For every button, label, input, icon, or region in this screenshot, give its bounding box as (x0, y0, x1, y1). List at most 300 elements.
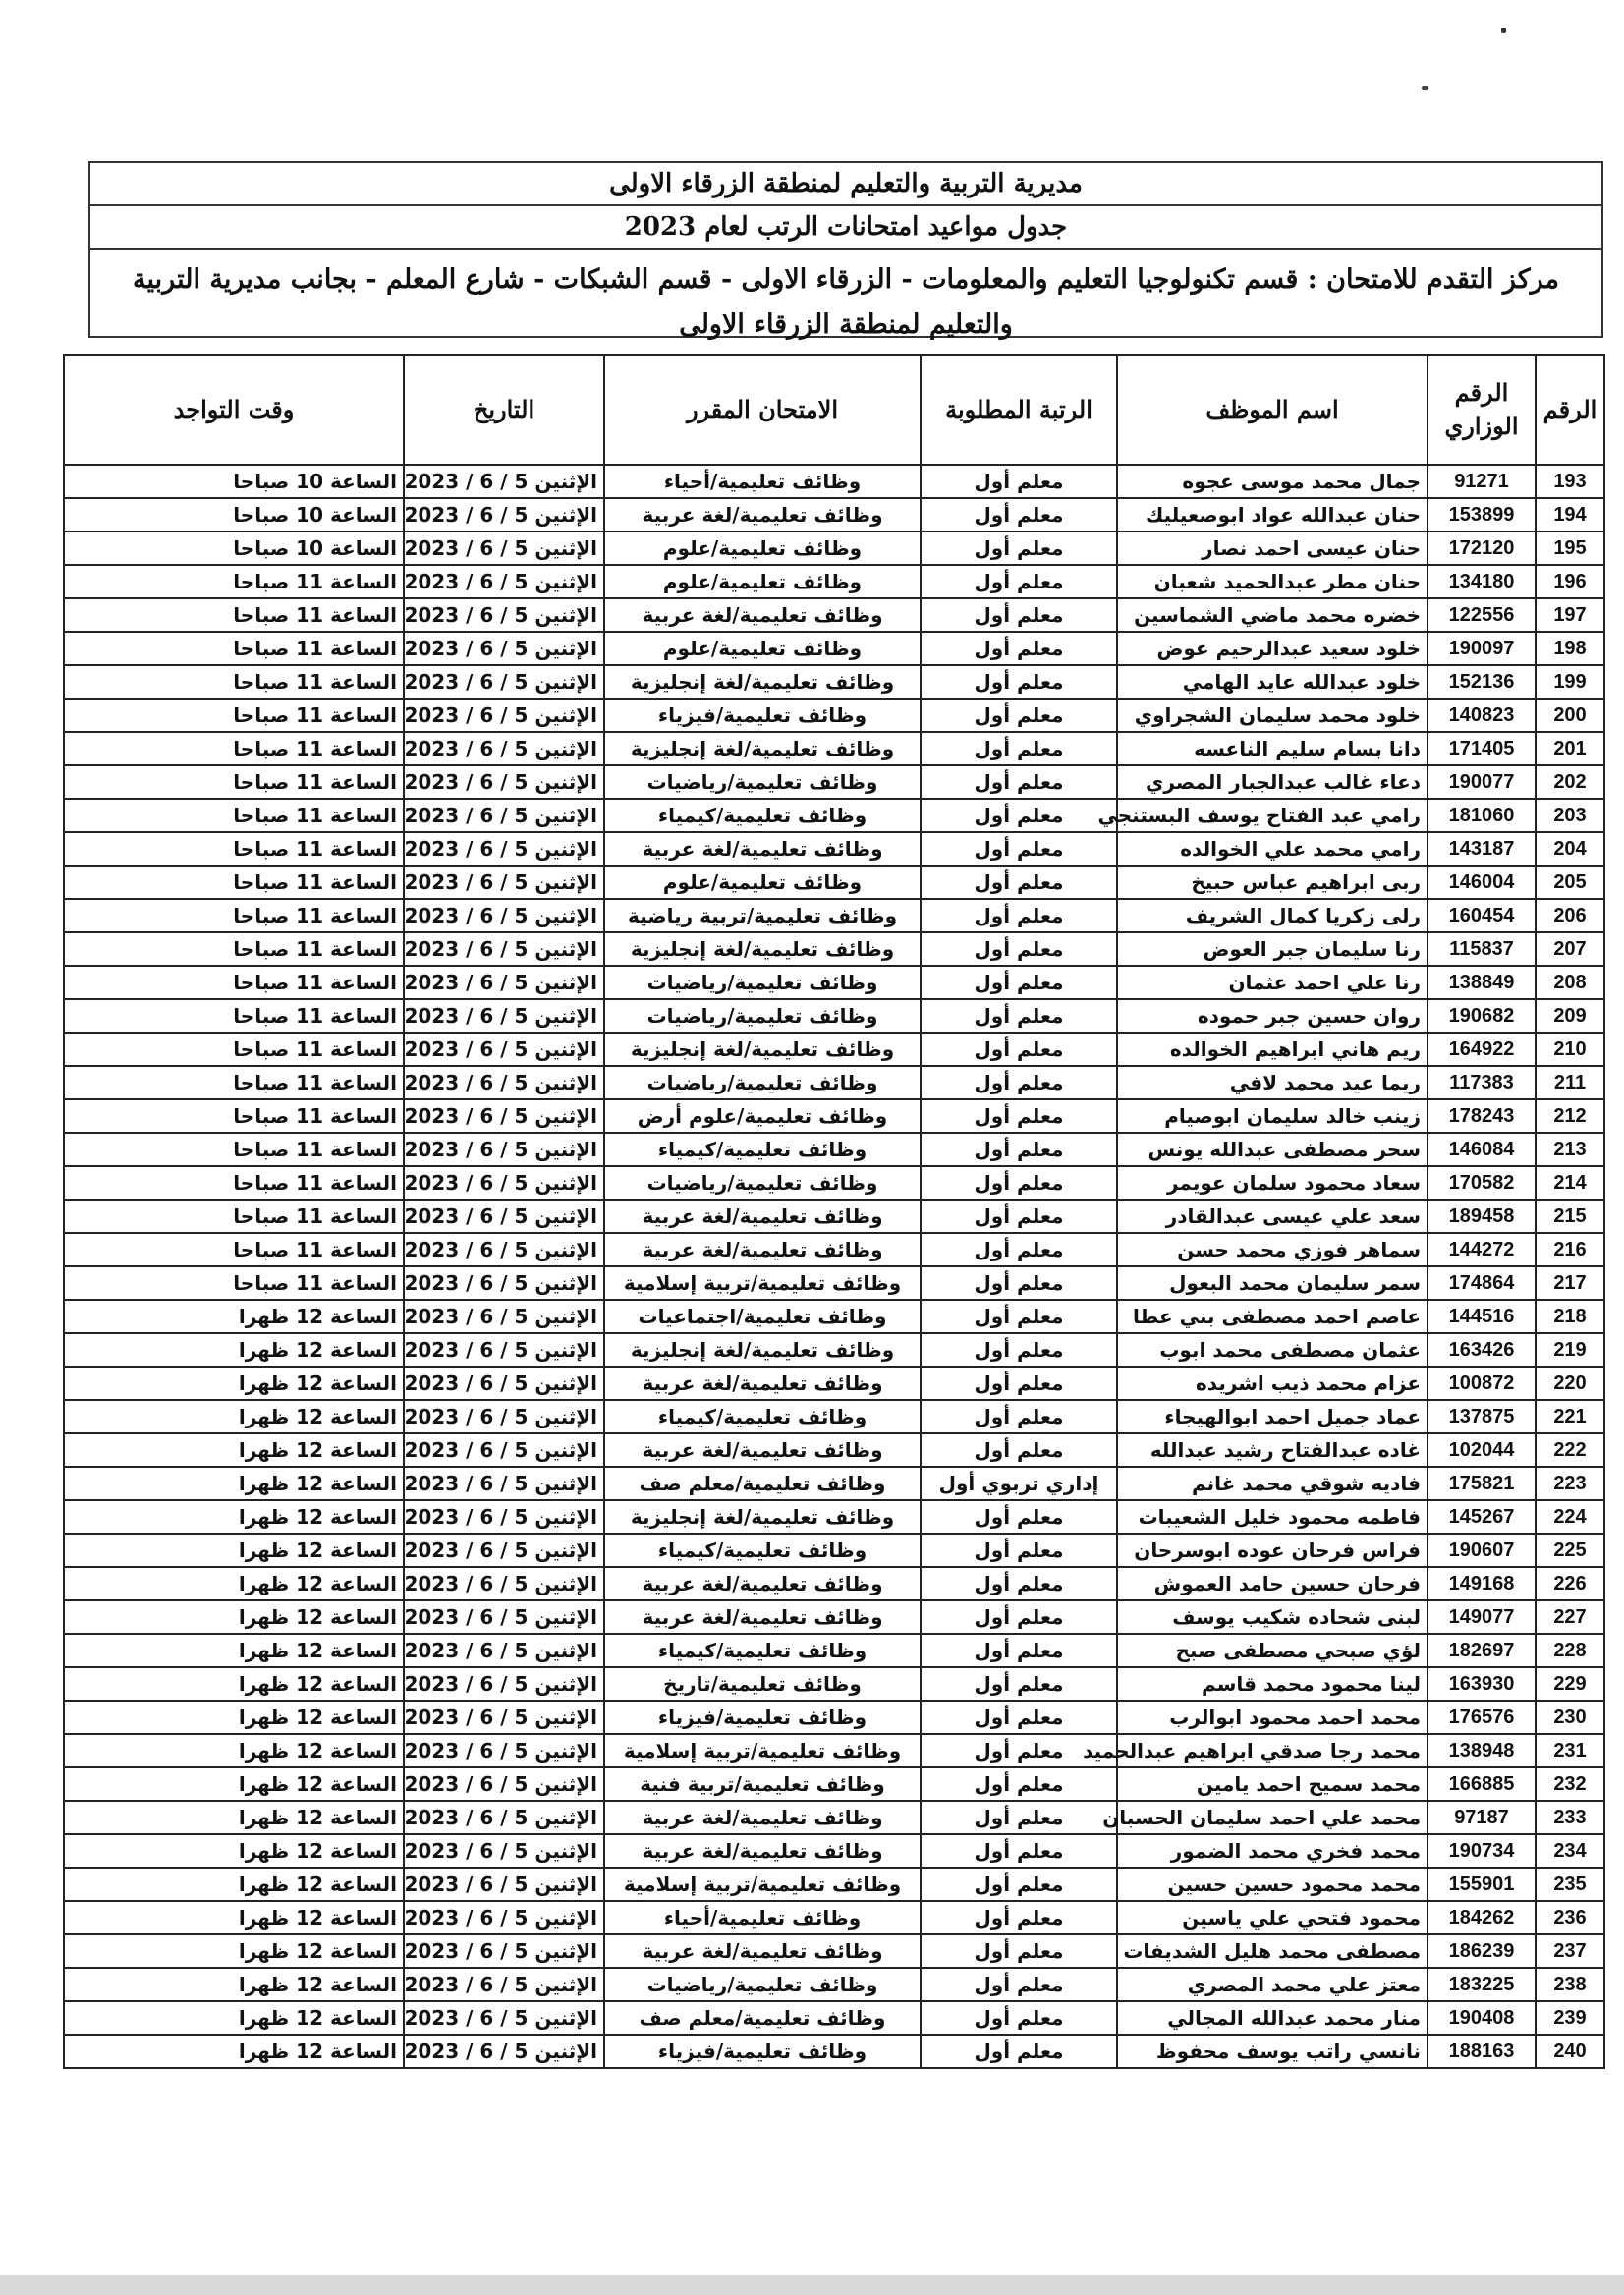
exam-date: الإثنين 5 / 6 / 2023 (404, 1200, 604, 1233)
ministry-id: 122556 (1428, 598, 1536, 632)
table-row (64, 966, 1604, 999)
employee-name: مصطفى محمد هليل الشديفات (1117, 1934, 1428, 1968)
arrival-time: الساعة 12 ظهرا (64, 1567, 404, 1600)
exam-date: الإثنين 5 / 6 / 2023 (404, 699, 604, 732)
exam-date: الإثنين 5 / 6 / 2023 (404, 665, 604, 699)
employee-name: جمال محمد موسى عجوه (1117, 465, 1428, 498)
exam-name: وظائف تعليمية/تربية إسلامية (604, 1868, 921, 1901)
row-number: 215 (1536, 1200, 1604, 1233)
exam-name: وظائف تعليمية/كيمياء (604, 1400, 921, 1433)
exam-name: وظائف تعليمية/رياضيات (604, 999, 921, 1033)
ministry-id: 175821 (1428, 1467, 1536, 1500)
employee-name: رلى زكريا كمال الشريف (1117, 899, 1428, 932)
required-rank: معلم أول (921, 1433, 1117, 1467)
row-number: 205 (1536, 866, 1604, 899)
exam-date: الإثنين 5 / 6 / 2023 (404, 1433, 604, 1467)
required-rank: معلم أول (921, 1901, 1117, 1934)
ministry-id: 163930 (1428, 1667, 1536, 1701)
exam-date: الإثنين 5 / 6 / 2023 (404, 465, 604, 498)
col-header-rank: الرتبة المطلوبة (921, 355, 1117, 465)
ministry-id: 145267 (1428, 1500, 1536, 1534)
exam-date: الإثنين 5 / 6 / 2023 (404, 1701, 604, 1734)
arrival-time: الساعة 11 صباحا (64, 1066, 404, 1099)
table-row (64, 1200, 1604, 1233)
ministry-id: 186239 (1428, 1934, 1536, 1968)
employee-name: سمر سليمان محمد البعول (1117, 1266, 1428, 1300)
required-rank: معلم أول (921, 1367, 1117, 1400)
arrival-time: الساعة 12 ظهرا (64, 1500, 404, 1534)
employee-name: سعد علي عيسى عبدالقادر (1117, 1200, 1428, 1233)
employee-name: ريما عيد محمد لافي (1117, 1066, 1428, 1099)
exam-date: الإثنين 5 / 6 / 2023 (404, 1934, 604, 1968)
required-rank: معلم أول (921, 1634, 1117, 1667)
exam-date: الإثنين 5 / 6 / 2023 (404, 1801, 604, 1834)
employee-name: خضره محمد ماضي الشماسين (1117, 598, 1428, 632)
required-rank: معلم أول (921, 799, 1117, 832)
exam-date: الإثنين 5 / 6 / 2023 (404, 1534, 604, 1567)
employee-name: ريم هاني ابراهيم الخوالده (1117, 1033, 1428, 1066)
table-row (64, 1600, 1604, 1634)
exam-name: وظائف تعليمية/رياضيات (604, 1968, 921, 2001)
exam-center: مركز التقدم للامتحان : قسم تكنولوجيا التعليم والمعلومات - الزرقاء الاولى - قسم الشبكات - شارع المعلم - بجانب مديرية التربية والتعليم لمنطقة الزرقاء الاولى (90, 250, 1601, 338)
exam-name: وظائف تعليمية/تربية رياضية (604, 899, 921, 932)
required-rank: معلم أول (921, 1734, 1117, 1767)
table-row (64, 699, 1604, 732)
exam-name: وظائف تعليمية/لغة عربية (604, 1600, 921, 1634)
row-number: 213 (1536, 1133, 1604, 1166)
ministry-id: 144272 (1428, 1233, 1536, 1266)
ministry-id: 172120 (1428, 532, 1536, 565)
arrival-time: الساعة 11 صباحا (64, 1266, 404, 1300)
scan-mark (1501, 28, 1506, 33)
row-number: 216 (1536, 1233, 1604, 1266)
exam-name: وظائف تعليمية/لغة عربية (604, 1801, 921, 1834)
table-row (64, 2035, 1604, 2068)
ministry-id: 146004 (1428, 866, 1536, 899)
arrival-time: الساعة 12 ظهرا (64, 1934, 404, 1968)
table-row (64, 1701, 1604, 1734)
ministry-id: 190734 (1428, 1834, 1536, 1868)
table-row (64, 665, 1604, 699)
table-row (64, 1066, 1604, 1099)
required-rank: معلم أول (921, 1033, 1117, 1066)
exam-date: الإثنين 5 / 6 / 2023 (404, 1300, 604, 1333)
row-number: 195 (1536, 532, 1604, 565)
exam-date: الإثنين 5 / 6 / 2023 (404, 1667, 604, 1701)
required-rank: معلم أول (921, 498, 1117, 532)
employee-name: لبنى شحاده شكيب يوسف (1117, 1600, 1428, 1634)
arrival-time: الساعة 12 ظهرا (64, 1868, 404, 1901)
table-row (64, 932, 1604, 966)
table-row (64, 1233, 1604, 1266)
exam-date: الإثنين 5 / 6 / 2023 (404, 1500, 604, 1534)
required-rank: معلم أول (921, 665, 1117, 699)
arrival-time: الساعة 12 ظهرا (64, 1901, 404, 1934)
exam-date: الإثنين 5 / 6 / 2023 (404, 1834, 604, 1868)
row-number: 222 (1536, 1433, 1604, 1467)
exam-date: الإثنين 5 / 6 / 2023 (404, 1868, 604, 1901)
ministry-id: 181060 (1428, 799, 1536, 832)
required-rank: معلم أول (921, 1500, 1117, 1534)
exam-name: وظائف تعليمية/تاريخ (604, 1667, 921, 1701)
col-header-no: الرقم (1536, 355, 1604, 465)
table-row (64, 1767, 1604, 1801)
exam-date: الإثنين 5 / 6 / 2023 (404, 2035, 604, 2068)
arrival-time: الساعة 12 ظهرا (64, 1667, 404, 1701)
row-number: 233 (1536, 1801, 1604, 1834)
employee-name: محمد رجا صدقي ابراهيم عبدالحميد (1117, 1734, 1428, 1767)
table-row (64, 1834, 1604, 1868)
exam-date: الإثنين 5 / 6 / 2023 (404, 765, 604, 799)
arrival-time: الساعة 11 صباحا (64, 765, 404, 799)
exam-date: الإثنين 5 / 6 / 2023 (404, 1400, 604, 1433)
row-number: 203 (1536, 799, 1604, 832)
arrival-time: الساعة 12 ظهرا (64, 1734, 404, 1767)
table-row (64, 1033, 1604, 1066)
exam-name: وظائف تعليمية/علوم (604, 532, 921, 565)
exam-date: الإثنين 5 / 6 / 2023 (404, 1767, 604, 1801)
arrival-time: الساعة 11 صباحا (64, 699, 404, 732)
exam-date: الإثنين 5 / 6 / 2023 (404, 1033, 604, 1066)
required-rank: معلم أول (921, 465, 1117, 498)
table-row (64, 732, 1604, 765)
col-header-date: التاريخ (404, 355, 604, 465)
employee-name: محمد علي احمد سليمان الحسبان (1117, 1801, 1428, 1834)
employee-name: رنا علي احمد عثمان (1117, 966, 1428, 999)
employee-name: رامي عبد الفتاح يوسف البستنجي (1117, 799, 1428, 832)
exam-date: الإثنين 5 / 6 / 2023 (404, 1467, 604, 1500)
row-number: 231 (1536, 1734, 1604, 1767)
employee-name: عماد جميل احمد ابوالهيجاء (1117, 1400, 1428, 1433)
ministry-id: 178243 (1428, 1099, 1536, 1133)
table-row (64, 532, 1604, 565)
row-number: 232 (1536, 1767, 1604, 1801)
exam-date: الإثنين 5 / 6 / 2023 (404, 999, 604, 1033)
exam-name: وظائف تعليمية/معلم صف (604, 1467, 921, 1500)
arrival-time: الساعة 12 ظهرا (64, 1767, 404, 1801)
required-rank: معلم أول (921, 1534, 1117, 1567)
employee-name: رامي محمد علي الخوالده (1117, 832, 1428, 866)
ministry-id: 149168 (1428, 1567, 1536, 1600)
employee-name: محمود فتحي علي ياسين (1117, 1901, 1428, 1934)
exam-name: وظائف تعليمية/رياضيات (604, 966, 921, 999)
arrival-time: الساعة 11 صباحا (64, 866, 404, 899)
arrival-time: الساعة 11 صباحا (64, 598, 404, 632)
exam-name: وظائف تعليمية/فيزياء (604, 699, 921, 732)
table-row (64, 1300, 1604, 1333)
arrival-time: الساعة 12 ظهرا (64, 1534, 404, 1567)
ministry-id: 189458 (1428, 1200, 1536, 1233)
scan-mark (1422, 86, 1428, 90)
table-row (64, 465, 1604, 498)
row-number: 225 (1536, 1534, 1604, 1567)
arrival-time: الساعة 12 ظهرا (64, 1600, 404, 1634)
row-number: 208 (1536, 966, 1604, 999)
employee-name: رنا سليمان جبر العوض (1117, 932, 1428, 966)
row-number: 237 (1536, 1934, 1604, 1968)
employee-name: حنان مطر عبدالحميد شعبان (1117, 565, 1428, 598)
ministry-id: 149077 (1428, 1600, 1536, 1634)
row-number: 210 (1536, 1033, 1604, 1066)
required-rank: معلم أول (921, 2035, 1117, 2068)
ministry-id: 91271 (1428, 465, 1536, 498)
exam-name: وظائف تعليمية/علوم (604, 632, 921, 665)
exam-date: الإثنين 5 / 6 / 2023 (404, 1233, 604, 1266)
table-row (64, 1667, 1604, 1701)
exam-date: الإثنين 5 / 6 / 2023 (404, 2001, 604, 2035)
arrival-time: الساعة 12 ظهرا (64, 2035, 404, 2068)
table-row (64, 1333, 1604, 1367)
ministry-id: 117383 (1428, 1066, 1536, 1099)
table-row (64, 1099, 1604, 1133)
col-header-name: اسم الموظف (1117, 355, 1428, 465)
ministry-id: 184262 (1428, 1901, 1536, 1934)
employee-name: حنان عبدالله عواد ابوصعيليك (1117, 498, 1428, 532)
exam-date: الإثنين 5 / 6 / 2023 (404, 966, 604, 999)
row-number: 197 (1536, 598, 1604, 632)
table-row (64, 866, 1604, 899)
exam-name: وظائف تعليمية/كيمياء (604, 799, 921, 832)
arrival-time: الساعة 11 صباحا (64, 1166, 404, 1200)
employee-name: فاديه شوقي محمد غانم (1117, 1467, 1428, 1500)
arrival-time: الساعة 11 صباحا (64, 1133, 404, 1166)
employee-name: عاصم احمد مصطفى بني عطا (1117, 1300, 1428, 1333)
ministry-id: 134180 (1428, 565, 1536, 598)
required-rank: معلم أول (921, 1968, 1117, 2001)
arrival-time: الساعة 11 صباحا (64, 1099, 404, 1133)
required-rank: معلم أول (921, 1133, 1117, 1166)
ministry-id: 163426 (1428, 1333, 1536, 1367)
arrival-time: الساعة 11 صباحا (64, 832, 404, 866)
row-number: 227 (1536, 1600, 1604, 1634)
exam-name: وظائف تعليمية/رياضيات (604, 1066, 921, 1099)
exam-date: الإثنين 5 / 6 / 2023 (404, 1166, 604, 1200)
row-number: 223 (1536, 1467, 1604, 1500)
employee-name: محمد احمد محمود ابوالرب (1117, 1701, 1428, 1734)
row-number: 217 (1536, 1266, 1604, 1300)
required-rank: معلم أول (921, 1767, 1117, 1801)
exam-name: وظائف تعليمية/لغة عربية (604, 1834, 921, 1868)
exam-date: الإثنين 5 / 6 / 2023 (404, 1968, 604, 2001)
required-rank: معلم أول (921, 1333, 1117, 1367)
row-number: 219 (1536, 1333, 1604, 1367)
exam-name: وظائف تعليمية/كيمياء (604, 1133, 921, 1166)
exam-name: وظائف تعليمية/فيزياء (604, 2035, 921, 2068)
exam-name: وظائف تعليمية/رياضيات (604, 1166, 921, 1200)
required-rank: معلم أول (921, 899, 1117, 932)
table-row (64, 1968, 1604, 2001)
employee-name: خلود عبدالله عايد الهامي (1117, 665, 1428, 699)
row-number: 234 (1536, 1834, 1604, 1868)
ministry-id: 182697 (1428, 1634, 1536, 1667)
exam-date: الإثنين 5 / 6 / 2023 (404, 498, 604, 532)
ministry-id: 160454 (1428, 899, 1536, 932)
exam-name: وظائف تعليمية/لغة عربية (604, 1233, 921, 1266)
employee-name: فراس فرحان عوده ابوسرحان (1117, 1534, 1428, 1567)
required-rank: معلم أول (921, 832, 1117, 866)
required-rank: معلم أول (921, 565, 1117, 598)
arrival-time: الساعة 12 ظهرا (64, 2001, 404, 2035)
exam-date: الإثنين 5 / 6 / 2023 (404, 1333, 604, 1367)
exam-date: الإثنين 5 / 6 / 2023 (404, 732, 604, 765)
row-number: 212 (1536, 1099, 1604, 1133)
employee-name: حنان عيسى احمد نصار (1117, 532, 1428, 565)
arrival-time: الساعة 12 ظهرا (64, 1701, 404, 1734)
arrival-time: الساعة 10 صباحا (64, 498, 404, 532)
row-number: 211 (1536, 1066, 1604, 1099)
table-row (64, 1433, 1604, 1467)
arrival-time: الساعة 11 صباحا (64, 1233, 404, 1266)
exam-date: الإثنين 5 / 6 / 2023 (404, 899, 604, 932)
exam-date: الإثنين 5 / 6 / 2023 (404, 932, 604, 966)
employee-name: سحر مصطفى عبدالله يونس (1117, 1133, 1428, 1166)
exam-date: الإثنين 5 / 6 / 2023 (404, 1600, 604, 1634)
table-row (64, 799, 1604, 832)
exam-date: الإثنين 5 / 6 / 2023 (404, 1901, 604, 1934)
exam-date: الإثنين 5 / 6 / 2023 (404, 632, 604, 665)
employee-name: دعاء غالب عبدالجبار المصري (1117, 765, 1428, 799)
ministry-id: 102044 (1428, 1433, 1536, 1467)
required-rank: معلم أول (921, 732, 1117, 765)
exam-date: الإثنين 5 / 6 / 2023 (404, 1734, 604, 1767)
ministry-id: 146084 (1428, 1133, 1536, 1166)
col-header-time: وقت التواجد (64, 355, 404, 465)
table-row (64, 1901, 1604, 1934)
exam-name: وظائف تعليمية/لغة إنجليزية (604, 665, 921, 699)
required-rank: معلم أول (921, 699, 1117, 732)
exam-date: الإثنين 5 / 6 / 2023 (404, 1066, 604, 1099)
exam-name: وظائف تعليمية/لغة عربية (604, 832, 921, 866)
exam-name: وظائف تعليمية/تربية إسلامية (604, 1266, 921, 1300)
arrival-time: الساعة 12 ظهرا (64, 1333, 404, 1367)
row-number: 220 (1536, 1367, 1604, 1400)
exam-date: الإثنين 5 / 6 / 2023 (404, 1133, 604, 1166)
row-number: 207 (1536, 932, 1604, 966)
table-row (64, 498, 1604, 532)
table-row (64, 1367, 1604, 1400)
row-number: 221 (1536, 1400, 1604, 1433)
required-rank: معلم أول (921, 1600, 1117, 1634)
exam-date: الإثنين 5 / 6 / 2023 (404, 565, 604, 598)
row-number: 236 (1536, 1901, 1604, 1934)
required-rank: معلم أول (921, 1667, 1117, 1701)
ministry-id: 190077 (1428, 765, 1536, 799)
table-row (64, 1266, 1604, 1300)
arrival-time: الساعة 12 ظهرا (64, 1634, 404, 1667)
row-number: 196 (1536, 565, 1604, 598)
row-number: 240 (1536, 2035, 1604, 2068)
required-rank: معلم أول (921, 1834, 1117, 1868)
employee-name: عثمان مصطفى محمد ابوب (1117, 1333, 1428, 1367)
ministry-id: 137875 (1428, 1400, 1536, 1433)
ministry-id: 171405 (1428, 732, 1536, 765)
required-rank: معلم أول (921, 1300, 1117, 1333)
required-rank: معلم أول (921, 1233, 1117, 1266)
table-row (64, 1801, 1604, 1834)
exam-name: وظائف تعليمية/كيمياء (604, 1534, 921, 1567)
required-rank: معلم أول (921, 598, 1117, 632)
required-rank: معلم أول (921, 1099, 1117, 1133)
row-number: 202 (1536, 765, 1604, 799)
exam-date: الإثنين 5 / 6 / 2023 (404, 1099, 604, 1133)
exam-name: وظائف تعليمية/لغة عربية (604, 1367, 921, 1400)
employee-name: منار محمد عبدالله المجالي (1117, 2001, 1428, 2035)
table-row (64, 1934, 1604, 1968)
employee-name: لؤي صبحي مصطفى صبح (1117, 1634, 1428, 1667)
table-row (64, 1467, 1604, 1500)
exam-name: وظائف تعليمية/علوم (604, 866, 921, 899)
row-number: 194 (1536, 498, 1604, 532)
required-rank: معلم أول (921, 532, 1117, 565)
employee-name: فرحان حسين حامد العموش (1117, 1567, 1428, 1600)
exam-name: وظائف تعليمية/لغة إنجليزية (604, 932, 921, 966)
arrival-time: الساعة 10 صباحا (64, 532, 404, 565)
employee-name: محمد سميح احمد يامين (1117, 1767, 1428, 1801)
exam-name: وظائف تعليمية/لغة إنجليزية (604, 1333, 921, 1367)
ministry-id: 190408 (1428, 2001, 1536, 2035)
ministry-id: 115837 (1428, 932, 1536, 966)
required-rank: معلم أول (921, 1934, 1117, 1968)
table-row (64, 1634, 1604, 1667)
ministry-id: 138849 (1428, 966, 1536, 999)
arrival-time: الساعة 11 صباحا (64, 1033, 404, 1066)
row-number: 204 (1536, 832, 1604, 866)
arrival-time: الساعة 11 صباحا (64, 665, 404, 699)
exam-name: وظائف تعليمية/فيزياء (604, 1701, 921, 1734)
scan-edge (0, 2275, 1624, 2295)
required-rank: معلم أول (921, 1801, 1117, 1834)
exam-name: وظائف تعليمية/علوم (604, 565, 921, 598)
exam-name: وظائف تعليمية/اجتماعيات (604, 1300, 921, 1333)
ministry-id: 143187 (1428, 832, 1536, 866)
required-rank: معلم أول (921, 1266, 1117, 1300)
required-rank: معلم أول (921, 632, 1117, 665)
exam-date: الإثنين 5 / 6 / 2023 (404, 866, 604, 899)
arrival-time: الساعة 11 صباحا (64, 932, 404, 966)
exam-name: وظائف تعليمية/لغة عربية (604, 1433, 921, 1467)
required-rank: معلم أول (921, 1166, 1117, 1200)
row-number: 209 (1536, 999, 1604, 1033)
exam-name: وظائف تعليمية/لغة عربية (604, 1567, 921, 1600)
arrival-time: الساعة 12 ظهرا (64, 1467, 404, 1500)
employee-name: محمد فخري محمد الضمور (1117, 1834, 1428, 1868)
employee-name: محمد محمود حسين حسين (1117, 1868, 1428, 1901)
table-row (64, 999, 1604, 1033)
arrival-time: الساعة 12 ظهرا (64, 1834, 404, 1868)
ministry-id: 190607 (1428, 1534, 1536, 1567)
table-row (64, 1868, 1604, 1901)
directorate-title: مديرية التربية والتعليم لمنطقة الزرقاء الاولى (90, 163, 1601, 206)
required-rank: معلم أول (921, 1701, 1117, 1734)
arrival-time: الساعة 11 صباحا (64, 565, 404, 598)
ministry-id: 138948 (1428, 1734, 1536, 1767)
row-number: 230 (1536, 1701, 1604, 1734)
ministry-id: 166885 (1428, 1767, 1536, 1801)
col-header-exam: الامتحان المقرر (604, 355, 921, 465)
required-rank: معلم أول (921, 866, 1117, 899)
table-row (64, 632, 1604, 665)
row-number: 226 (1536, 1567, 1604, 1600)
exam-date: الإثنين 5 / 6 / 2023 (404, 1367, 604, 1400)
arrival-time: الساعة 12 ظهرا (64, 1300, 404, 1333)
ministry-id: 153899 (1428, 498, 1536, 532)
row-number: 238 (1536, 1968, 1604, 2001)
table-row (64, 598, 1604, 632)
arrival-time: الساعة 11 صباحا (64, 999, 404, 1033)
required-rank: معلم أول (921, 999, 1117, 1033)
arrival-time: الساعة 12 ظهرا (64, 1968, 404, 2001)
ministry-id: 100872 (1428, 1367, 1536, 1400)
